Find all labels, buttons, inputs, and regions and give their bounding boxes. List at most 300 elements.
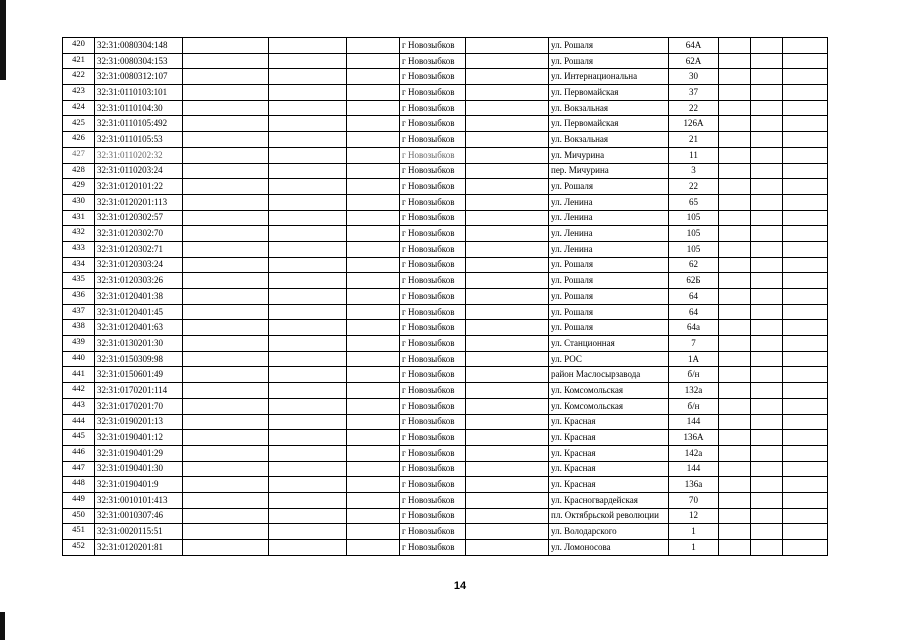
empty-cell [466, 163, 549, 179]
empty-cell [347, 289, 400, 305]
table-row [63, 69, 828, 85]
city-cell: г Новозыбков [400, 85, 466, 101]
row-number-text: 434 [72, 257, 85, 268]
empty-cell [466, 367, 549, 383]
empty-cell [183, 461, 269, 477]
empty-cell [751, 445, 783, 461]
row-number-text: 441 [72, 367, 85, 378]
city-cell: г Новозыбков [400, 194, 466, 210]
cadastral-number: 32:31:0110105:53 [95, 132, 183, 148]
table-row [63, 367, 828, 383]
table-row [63, 38, 828, 54]
empty-cell [269, 461, 347, 477]
row-number [63, 477, 95, 493]
table-row [63, 163, 828, 179]
row-number-text: 446 [72, 445, 85, 456]
house-number: 126А [669, 116, 719, 132]
scan-edge-mark [0, 612, 5, 640]
empty-cell [347, 508, 400, 524]
row-number [63, 273, 95, 289]
house-number: 22 [669, 179, 719, 195]
cadastral-number: 32:31:0120302:70 [95, 226, 183, 242]
empty-cell [269, 210, 347, 226]
empty-cell [719, 226, 751, 242]
row-number-text: 433 [72, 242, 85, 253]
row-number [63, 69, 95, 85]
empty-cell [183, 85, 269, 101]
empty-cell [269, 163, 347, 179]
empty-cell [719, 492, 751, 508]
empty-cell [719, 320, 751, 336]
empty-cell [269, 351, 347, 367]
street-cell: ул. Рошаля [549, 257, 669, 273]
city-cell: г Новозыбков [400, 540, 466, 556]
house-number: 64 [669, 289, 719, 305]
empty-cell [783, 273, 828, 289]
empty-cell [269, 477, 347, 493]
row-number-text: 435 [72, 273, 85, 284]
street-cell: ул. Красногвардейская [549, 492, 669, 508]
house-number: б/н [669, 367, 719, 383]
empty-cell [751, 461, 783, 477]
empty-cell [719, 398, 751, 414]
house-number: 105 [669, 210, 719, 226]
house-number: 136А [669, 430, 719, 446]
row-number-text: 426 [72, 132, 85, 143]
empty-cell [719, 85, 751, 101]
empty-cell [783, 351, 828, 367]
table-row [63, 430, 828, 446]
row-number-text: 436 [72, 289, 85, 300]
empty-cell [347, 132, 400, 148]
table-row [63, 241, 828, 257]
empty-cell [183, 367, 269, 383]
city-cell: г Новозыбков [400, 100, 466, 116]
row-number [63, 210, 95, 226]
house-number: 30 [669, 69, 719, 85]
street-cell: ул. Ломоносова [549, 540, 669, 556]
empty-cell [269, 38, 347, 54]
empty-cell [347, 257, 400, 273]
row-number-text: 428 [72, 163, 85, 174]
city-cell: г Новозыбков [400, 414, 466, 430]
cadastral-number: 32:31:0080312:107 [95, 69, 183, 85]
scan-edge-mark [0, 0, 6, 80]
empty-cell [269, 116, 347, 132]
empty-cell [269, 430, 347, 446]
street-cell: ул. Рошаля [549, 320, 669, 336]
empty-cell [183, 383, 269, 399]
row-number-text: 447 [72, 461, 85, 472]
empty-cell [751, 383, 783, 399]
empty-cell [719, 461, 751, 477]
house-number: 105 [669, 226, 719, 242]
empty-cell [347, 430, 400, 446]
house-number: 21 [669, 132, 719, 148]
row-number-text: 452 [72, 540, 85, 551]
empty-cell [347, 194, 400, 210]
empty-cell [751, 132, 783, 148]
row-number [63, 116, 95, 132]
table-row [63, 210, 828, 226]
row-number-text: 448 [72, 477, 85, 488]
empty-cell [751, 304, 783, 320]
empty-cell [466, 336, 549, 352]
empty-cell [347, 414, 400, 430]
street-cell: ул. Рошаля [549, 53, 669, 69]
row-number [63, 398, 95, 414]
street-cell: ул. Красная [549, 414, 669, 430]
row-number [63, 524, 95, 540]
city-cell: г Новозыбков [400, 147, 466, 163]
table-row [63, 179, 828, 195]
cadastral-number: 32:31:0120401:45 [95, 304, 183, 320]
empty-cell [183, 336, 269, 352]
table-row [63, 147, 828, 163]
house-number: 105 [669, 241, 719, 257]
row-number-text: 420 [72, 38, 85, 49]
empty-cell [751, 85, 783, 101]
cadastral-number: 32:31:0190401:9 [95, 477, 183, 493]
row-number-text: 445 [72, 430, 85, 441]
empty-cell [719, 241, 751, 257]
empty-cell [269, 336, 347, 352]
empty-cell [269, 179, 347, 195]
city-cell: г Новозыбков [400, 367, 466, 383]
city-cell: г Новозыбков [400, 210, 466, 226]
empty-cell [466, 320, 549, 336]
empty-cell [347, 320, 400, 336]
table-row [63, 398, 828, 414]
empty-cell [719, 351, 751, 367]
table-row [63, 273, 828, 289]
empty-cell [719, 289, 751, 305]
empty-cell [783, 492, 828, 508]
registry-table [62, 37, 828, 556]
house-number: 1 [669, 524, 719, 540]
empty-cell [466, 241, 549, 257]
empty-cell [783, 132, 828, 148]
empty-cell [466, 445, 549, 461]
table-row [63, 85, 828, 101]
cadastral-number: 32:31:0080304:153 [95, 53, 183, 69]
table-row [63, 320, 828, 336]
table-row [63, 508, 828, 524]
empty-cell [269, 53, 347, 69]
cadastral-number: 32:31:0110104:30 [95, 100, 183, 116]
empty-cell [783, 194, 828, 210]
empty-cell [466, 430, 549, 446]
empty-cell [751, 257, 783, 273]
empty-cell [347, 351, 400, 367]
empty-cell [719, 273, 751, 289]
empty-cell [719, 116, 751, 132]
row-number-text: 430 [72, 194, 85, 205]
empty-cell [719, 524, 751, 540]
row-number [63, 194, 95, 210]
city-cell: г Новозыбков [400, 38, 466, 54]
house-number: 1А [669, 351, 719, 367]
city-cell: г Новозыбков [400, 492, 466, 508]
empty-cell [183, 430, 269, 446]
street-cell: ул. Красная [549, 461, 669, 477]
row-number-text: 442 [72, 383, 85, 394]
empty-cell [466, 540, 549, 556]
empty-cell [783, 430, 828, 446]
street-cell: ул. Комсомольская [549, 383, 669, 399]
city-cell: г Новозыбков [400, 477, 466, 493]
cadastral-number: 32:31:0010307:46 [95, 508, 183, 524]
street-cell: ул. Рошаля [549, 179, 669, 195]
row-number-text: 431 [72, 210, 85, 221]
house-number: 64 [669, 304, 719, 320]
table-row [63, 445, 828, 461]
city-cell: г Новозыбков [400, 116, 466, 132]
empty-cell [783, 69, 828, 85]
city-cell: г Новозыбков [400, 524, 466, 540]
empty-cell [347, 226, 400, 242]
empty-cell [751, 336, 783, 352]
city-cell: г Новозыбков [400, 69, 466, 85]
empty-cell [183, 445, 269, 461]
empty-cell [269, 241, 347, 257]
cadastral-number: 32:31:0170201:70 [95, 398, 183, 414]
empty-cell [347, 241, 400, 257]
street-cell: ул. Вокзальная [549, 100, 669, 116]
row-number-text: 440 [72, 351, 85, 362]
page-number: 14 [453, 580, 467, 592]
cadastral-number: 32:31:0150309:98 [95, 351, 183, 367]
cadastral-number: 32:31:0150601:49 [95, 367, 183, 383]
empty-cell [751, 524, 783, 540]
empty-cell [719, 508, 751, 524]
empty-cell [183, 540, 269, 556]
empty-cell [783, 38, 828, 54]
empty-cell [719, 163, 751, 179]
empty-cell [719, 540, 751, 556]
empty-cell [719, 445, 751, 461]
city-cell: г Новозыбков [400, 289, 466, 305]
empty-cell [466, 524, 549, 540]
cadastral-number: 32:31:0170201:114 [95, 383, 183, 399]
empty-cell [783, 85, 828, 101]
house-number: 7 [669, 336, 719, 352]
table-body [63, 38, 828, 556]
row-number [63, 38, 95, 54]
empty-cell [347, 69, 400, 85]
row-number [63, 430, 95, 446]
empty-cell [719, 100, 751, 116]
empty-cell [751, 508, 783, 524]
empty-cell [183, 241, 269, 257]
house-number: 22 [669, 100, 719, 116]
empty-cell [783, 524, 828, 540]
street-cell: ул. Ленина [549, 241, 669, 257]
cadastral-number: 32:31:0190401:30 [95, 461, 183, 477]
street-cell: ул. Ленина [549, 226, 669, 242]
cadastral-number: 32:31:0120201:81 [95, 540, 183, 556]
empty-cell [269, 508, 347, 524]
row-number-text: 444 [72, 414, 85, 425]
empty-cell [269, 132, 347, 148]
empty-cell [783, 116, 828, 132]
empty-cell [183, 492, 269, 508]
cadastral-number: 32:31:0110103:101 [95, 85, 183, 101]
empty-cell [783, 336, 828, 352]
empty-cell [783, 445, 828, 461]
city-cell: г Новозыбков [400, 508, 466, 524]
empty-cell [183, 69, 269, 85]
street-cell: пер. Мичурина [549, 163, 669, 179]
empty-cell [183, 116, 269, 132]
empty-cell [719, 367, 751, 383]
empty-cell [347, 540, 400, 556]
table-row [63, 194, 828, 210]
empty-cell [183, 508, 269, 524]
empty-cell [347, 116, 400, 132]
empty-cell [269, 445, 347, 461]
empty-cell [751, 477, 783, 493]
house-number: 142а [669, 445, 719, 461]
empty-cell [347, 398, 400, 414]
empty-cell [751, 430, 783, 446]
empty-cell [466, 461, 549, 477]
table-row [63, 524, 828, 540]
empty-cell [466, 210, 549, 226]
house-number: 132а [669, 383, 719, 399]
empty-cell [466, 69, 549, 85]
empty-cell [347, 304, 400, 320]
empty-cell [466, 304, 549, 320]
empty-cell [466, 289, 549, 305]
empty-cell [783, 320, 828, 336]
city-cell: г Новозыбков [400, 320, 466, 336]
empty-cell [183, 163, 269, 179]
empty-cell [183, 132, 269, 148]
empty-cell [347, 492, 400, 508]
empty-cell [269, 257, 347, 273]
empty-cell [269, 398, 347, 414]
empty-cell [719, 132, 751, 148]
row-number [63, 445, 95, 461]
empty-cell [183, 398, 269, 414]
row-number [63, 414, 95, 430]
street-cell: ул. Рошаля [549, 304, 669, 320]
table-row [63, 53, 828, 69]
empty-cell [347, 445, 400, 461]
empty-cell [719, 53, 751, 69]
empty-cell [783, 53, 828, 69]
empty-cell [783, 210, 828, 226]
row-number-text: 449 [72, 493, 85, 504]
empty-cell [783, 461, 828, 477]
table-row [63, 477, 828, 493]
empty-cell [269, 492, 347, 508]
house-number: 11 [669, 147, 719, 163]
city-cell: г Новозыбков [400, 241, 466, 257]
row-number-text: 450 [72, 508, 85, 519]
cadastral-number: 32:31:0120303:26 [95, 273, 183, 289]
table-row [63, 289, 828, 305]
table-row [63, 304, 828, 320]
house-number: 64а [669, 320, 719, 336]
house-number: 62 [669, 257, 719, 273]
empty-cell [269, 414, 347, 430]
city-cell: г Новозыбков [400, 163, 466, 179]
empty-cell [466, 116, 549, 132]
row-number [63, 461, 95, 477]
empty-cell [783, 540, 828, 556]
empty-cell [269, 367, 347, 383]
city-cell: г Новозыбков [400, 383, 466, 399]
empty-cell [466, 226, 549, 242]
street-cell: пл. Октябрьской революции [549, 508, 669, 524]
house-number: 62Б [669, 273, 719, 289]
empty-cell [751, 179, 783, 195]
empty-cell [347, 273, 400, 289]
empty-cell [347, 179, 400, 195]
empty-cell [466, 508, 549, 524]
row-number-text: 432 [72, 226, 85, 237]
row-number [63, 492, 95, 508]
cadastral-number: 32:31:0020115:51 [95, 524, 183, 540]
empty-cell [751, 241, 783, 257]
house-number: 70 [669, 492, 719, 508]
cadastral-number: 32:31:0120401:38 [95, 289, 183, 305]
city-cell: г Новозыбков [400, 257, 466, 273]
empty-cell [751, 414, 783, 430]
table-row [63, 132, 828, 148]
empty-cell [183, 53, 269, 69]
house-number: 12 [669, 508, 719, 524]
empty-cell [751, 398, 783, 414]
row-number-text: 427 [72, 147, 85, 158]
empty-cell [719, 257, 751, 273]
empty-cell [347, 210, 400, 226]
empty-cell [719, 69, 751, 85]
row-number [63, 226, 95, 242]
empty-cell [347, 100, 400, 116]
empty-cell [269, 147, 347, 163]
house-number: 144 [669, 414, 719, 430]
empty-cell [466, 53, 549, 69]
empty-cell [183, 147, 269, 163]
table-row [63, 461, 828, 477]
empty-cell [751, 273, 783, 289]
table-row [63, 226, 828, 242]
empty-cell [719, 414, 751, 430]
empty-cell [269, 383, 347, 399]
city-cell: г Новозыбков [400, 226, 466, 242]
empty-cell [347, 461, 400, 477]
table-row [63, 383, 828, 399]
empty-cell [751, 320, 783, 336]
empty-cell [466, 147, 549, 163]
empty-cell [466, 477, 549, 493]
empty-cell [269, 524, 347, 540]
row-number [63, 336, 95, 352]
empty-cell [751, 367, 783, 383]
city-cell: г Новозыбков [400, 430, 466, 446]
house-number: 64А [669, 38, 719, 54]
empty-cell [751, 69, 783, 85]
house-number: б/н [669, 398, 719, 414]
row-number [63, 320, 95, 336]
row-number [63, 540, 95, 556]
empty-cell [466, 492, 549, 508]
table-row [63, 116, 828, 132]
empty-cell [269, 194, 347, 210]
